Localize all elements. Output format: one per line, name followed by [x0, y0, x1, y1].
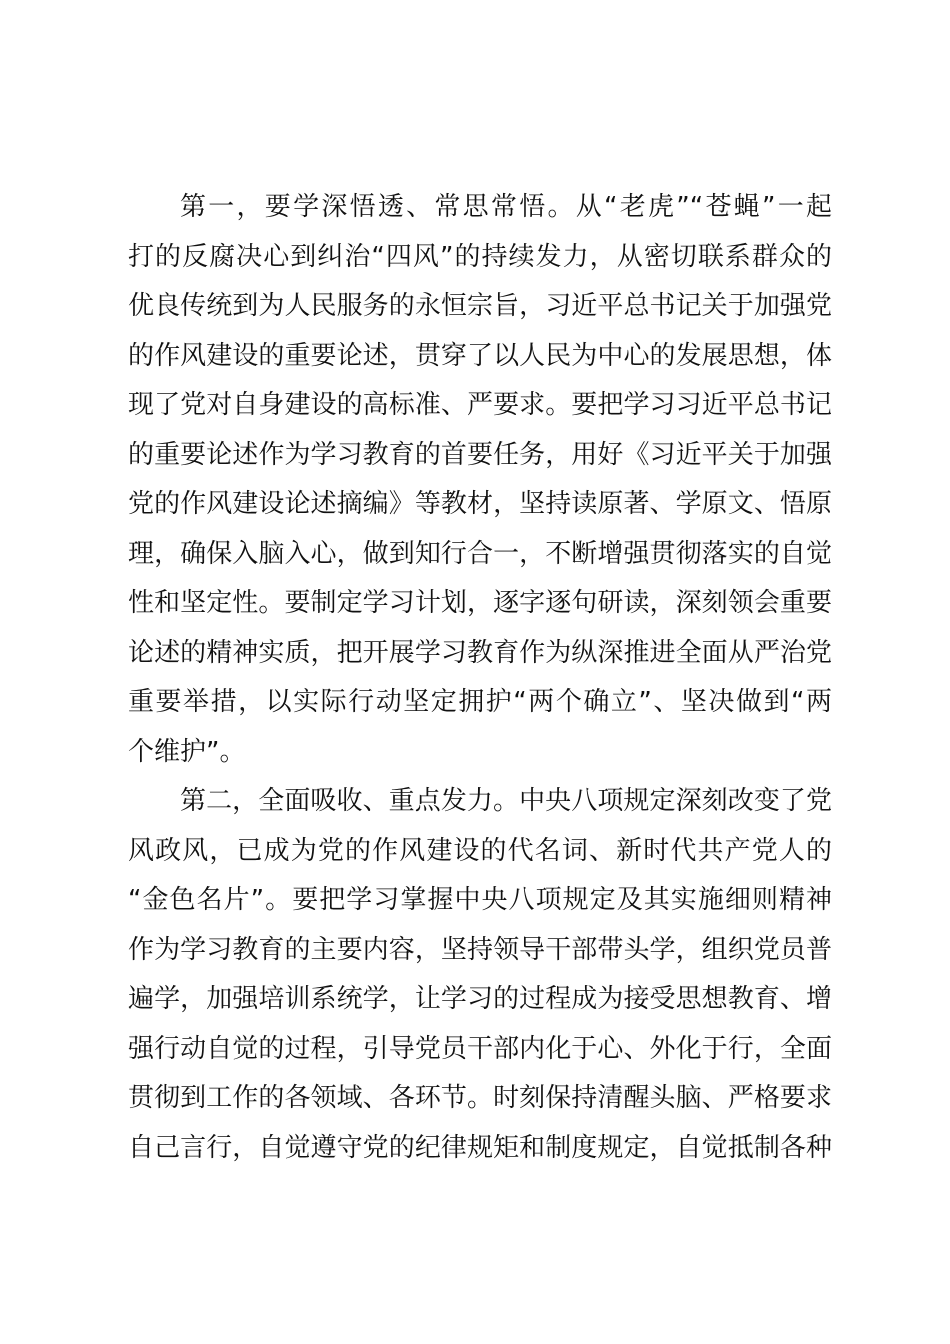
paragraph-line: 党的作风建设论述摘编》等教材，坚持读原著、学原文、悟原: [128, 489, 832, 519]
paragraph-line: 风政风，已成为党的作风建设的代名词、新时代共产党人的: [128, 835, 832, 866]
paragraph-line: 性和坚定性。要制定学习计划，逐字逐句研读，深刻领会重要: [128, 588, 832, 618]
paragraph-line: 的作风建设的重要论述，贯穿了以人民为中心的发展思想，体: [128, 340, 832, 371]
paragraph-line: 优良传统到为人民服务的永恒宗旨，习近平总书记关于加强党: [128, 291, 832, 321]
paragraph-line: 重要举措，以实际行动坚定拥护“两个确立”、坚决做到“两: [128, 687, 832, 717]
paragraph-line: 第二，全面吸收、重点发力。中央八项规定深刻改变了党: [180, 786, 832, 816]
paragraph-line: 现了党对自身建设的高标准、严要求。要把学习习近平总书记: [128, 390, 832, 420]
paragraph-line: 打的反腐决心到纠治“四风”的持续发力，从密切联系群众的: [128, 241, 832, 272]
paragraph-2: [128, 777, 832, 1173]
paragraph-line: “金色名片”。要把学习掌握中央八项规定及其实施细则精神: [128, 885, 832, 915]
paragraph-line: 的重要论述作为学习教育的首要任务，用好《习近平关于加强: [128, 439, 832, 470]
paragraph-line: 遍学，加强培训系统学，让学习的过程成为接受思想教育、增: [128, 984, 832, 1014]
paragraph-1: [128, 183, 832, 777]
document-body: [128, 183, 832, 1173]
paragraph-line: 强行动自觉的过程，引导党员干部内化于心、外化于行，全面: [128, 1033, 832, 1064]
paragraph-line: 论述的精神实质，把开展学习教育作为纵深推进全面从严治党: [128, 637, 832, 668]
paragraph-line: 作为学习教育的主要内容，坚持领导干部带头学，组织党员普: [128, 934, 832, 965]
paragraph-line: 第一，要学深悟透、常思常悟。从“老虎”“苍蝇”一起: [180, 192, 832, 222]
paragraph-line: 个维护”。: [128, 736, 246, 767]
paragraph-line: 理，确保入脑入心，做到知行合一，不断增强贯彻落实的自觉: [128, 538, 832, 569]
paragraph-line: 贯彻到工作的各领域、各环节。时刻保持清醒头脑、严格要求: [128, 1083, 832, 1113]
paragraph-line: 自己言行，自觉遵守党的纪律规矩和制度规定，自觉抵制各种: [128, 1132, 832, 1163]
